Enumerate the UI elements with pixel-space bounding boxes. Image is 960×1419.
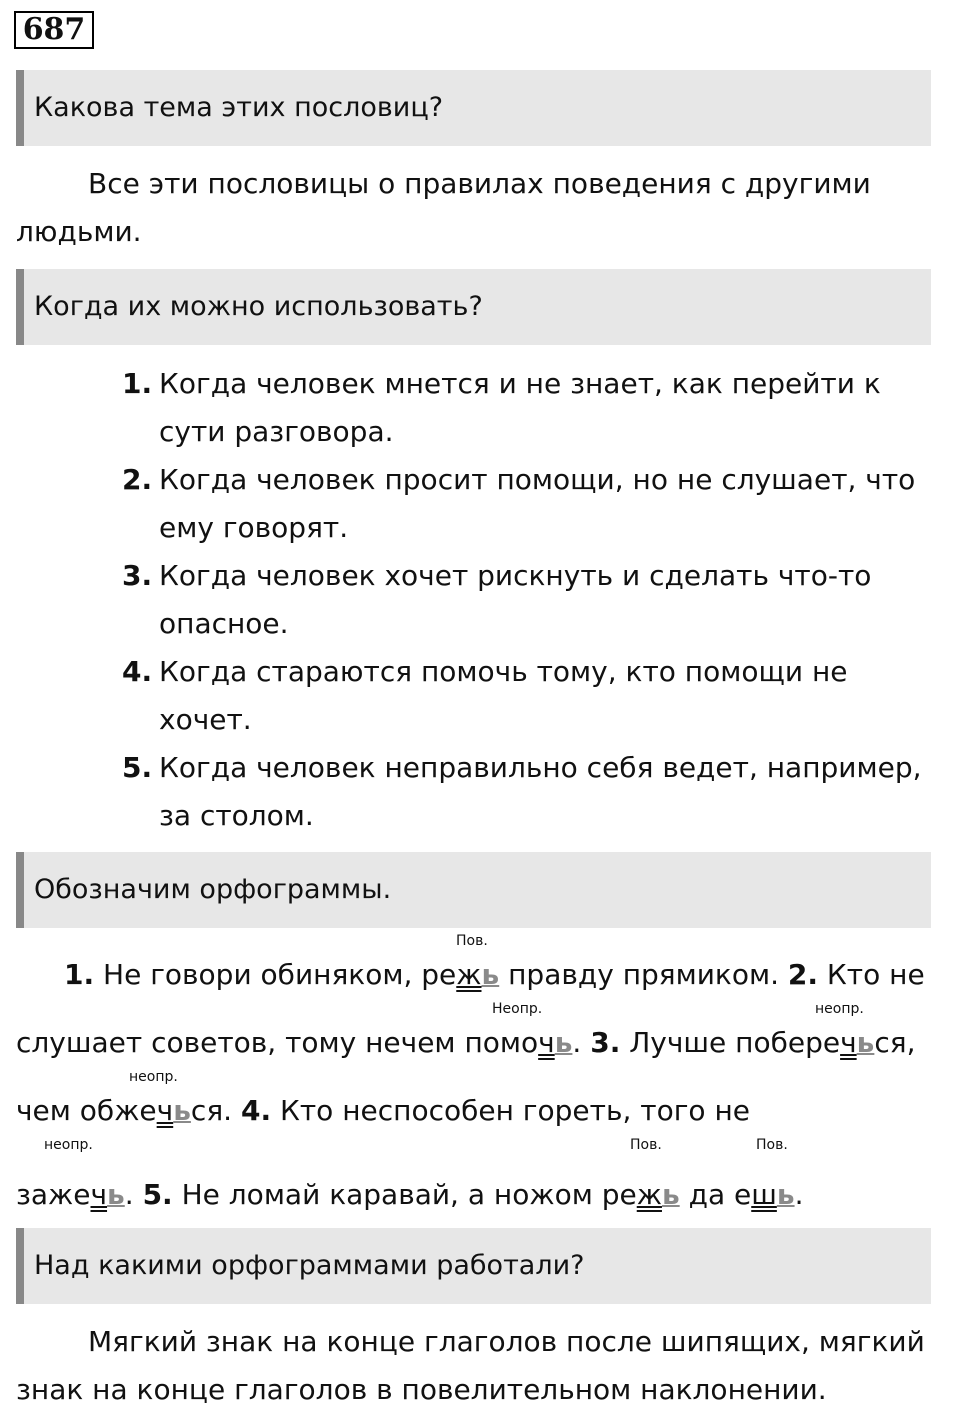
list-item <box>122 552 942 648</box>
proverb-text: . <box>794 1178 804 1211</box>
annotation-note: неопр. <box>44 1137 93 1153</box>
list-item-text: Когда человек мнется и не знает, как перейти к сути разговора. <box>159 367 881 448</box>
proverb-text: слушает советов, тому нечем помо <box>16 1026 539 1059</box>
exercise-number: 687 <box>14 11 94 49</box>
orthogram-line <box>64 955 925 995</box>
list-item-text: Когда человек хочет рискнуть и сделать что-то опасное. <box>159 559 872 640</box>
question-theme: Какова тема этих пословиц? <box>16 70 931 146</box>
list-item-number: 3. <box>122 559 153 592</box>
proverb-text: Кто неспособен гореть, того не <box>271 1094 750 1127</box>
proverb-text: . <box>572 1026 591 1059</box>
hissing-letter: ж <box>636 1178 662 1211</box>
proverb-text: ся. <box>190 1094 241 1127</box>
answer-worked-orthograms: Мягкий знак на конце глаголов после шипящих, мягкий знак на конце глаголов в повелительном наклонении. <box>16 1325 925 1406</box>
soft-sign: ь <box>661 1178 680 1211</box>
list-item-number: 1. <box>122 367 153 400</box>
list-item-number: 5. <box>122 751 153 784</box>
list-item-number: 4. <box>122 655 153 688</box>
hissing-letter: ч <box>538 1026 555 1059</box>
question-usage: Когда их можно использовать? <box>16 269 931 345</box>
proverb-text: ся, <box>874 1026 916 1059</box>
annotation-note: Пов. <box>456 933 488 949</box>
hissing-letter: ч <box>90 1178 108 1211</box>
proverb-number: 3. <box>590 1026 621 1059</box>
proverb-number: 2. <box>787 958 819 991</box>
proverb-text: заже <box>16 1178 91 1211</box>
list-item-text: Когда человек неправильно себя ведет, например, за столом. <box>159 751 922 832</box>
list-item-text: Когда человек просит помощи, но не слушает, что ему говорят. <box>159 463 916 544</box>
question-worked-orthograms: Над какими орфограммами работали? <box>16 1228 931 1304</box>
soft-sign: ь <box>107 1178 125 1211</box>
proverb-number: 1. <box>64 958 95 991</box>
annotation-note: неопр. <box>129 1069 178 1085</box>
soft-sign: ь <box>856 1026 875 1059</box>
proverb-text: Лучше побере <box>620 1026 841 1059</box>
annotation-note: Пов. <box>756 1137 788 1153</box>
proverb-text: Не говори обиняком, ре <box>94 958 457 991</box>
list-item-number: 2. <box>122 463 153 496</box>
proverb-number: 4. <box>240 1094 272 1127</box>
soft-sign: ь <box>554 1026 573 1059</box>
hissing-letter: ж <box>456 958 482 991</box>
annotation-note: Неопр. <box>492 1001 543 1017</box>
question-orthograms: Обозначим орфограммы. <box>16 852 931 928</box>
orthogram-line <box>16 1091 750 1131</box>
hissing-letter: ш <box>751 1178 777 1211</box>
orthogram-line <box>16 1175 803 1215</box>
hissing-letter: ч <box>156 1094 174 1127</box>
list-item <box>122 456 942 552</box>
proverb-text: чем обже <box>16 1094 157 1127</box>
list-item <box>122 360 942 456</box>
hissing-letter: ч <box>840 1026 857 1059</box>
list-item <box>122 744 942 840</box>
soft-sign: ь <box>173 1094 191 1127</box>
soft-sign: ь <box>776 1178 795 1211</box>
proverb-text: Кто не <box>818 958 925 991</box>
annotation-note: Пов. <box>630 1137 662 1153</box>
annotation-note: неопр. <box>815 1001 864 1017</box>
orthogram-line <box>16 1023 916 1063</box>
answer-theme: Все эти пословицы о правилах поведения с другими людьми. <box>16 167 871 248</box>
proverb-text: Не ломай каравай, а ножом ре <box>172 1178 637 1211</box>
list-item <box>122 648 942 744</box>
list-item-text: Когда стараются помочь тому, кто помощи не хочет. <box>159 655 848 736</box>
proverb-text: . <box>124 1178 143 1211</box>
proverb-number: 5. <box>142 1178 173 1211</box>
proverb-text: правду прямиком. <box>499 958 788 991</box>
proverb-text: да е <box>679 1178 752 1211</box>
soft-sign: ь <box>481 958 500 991</box>
